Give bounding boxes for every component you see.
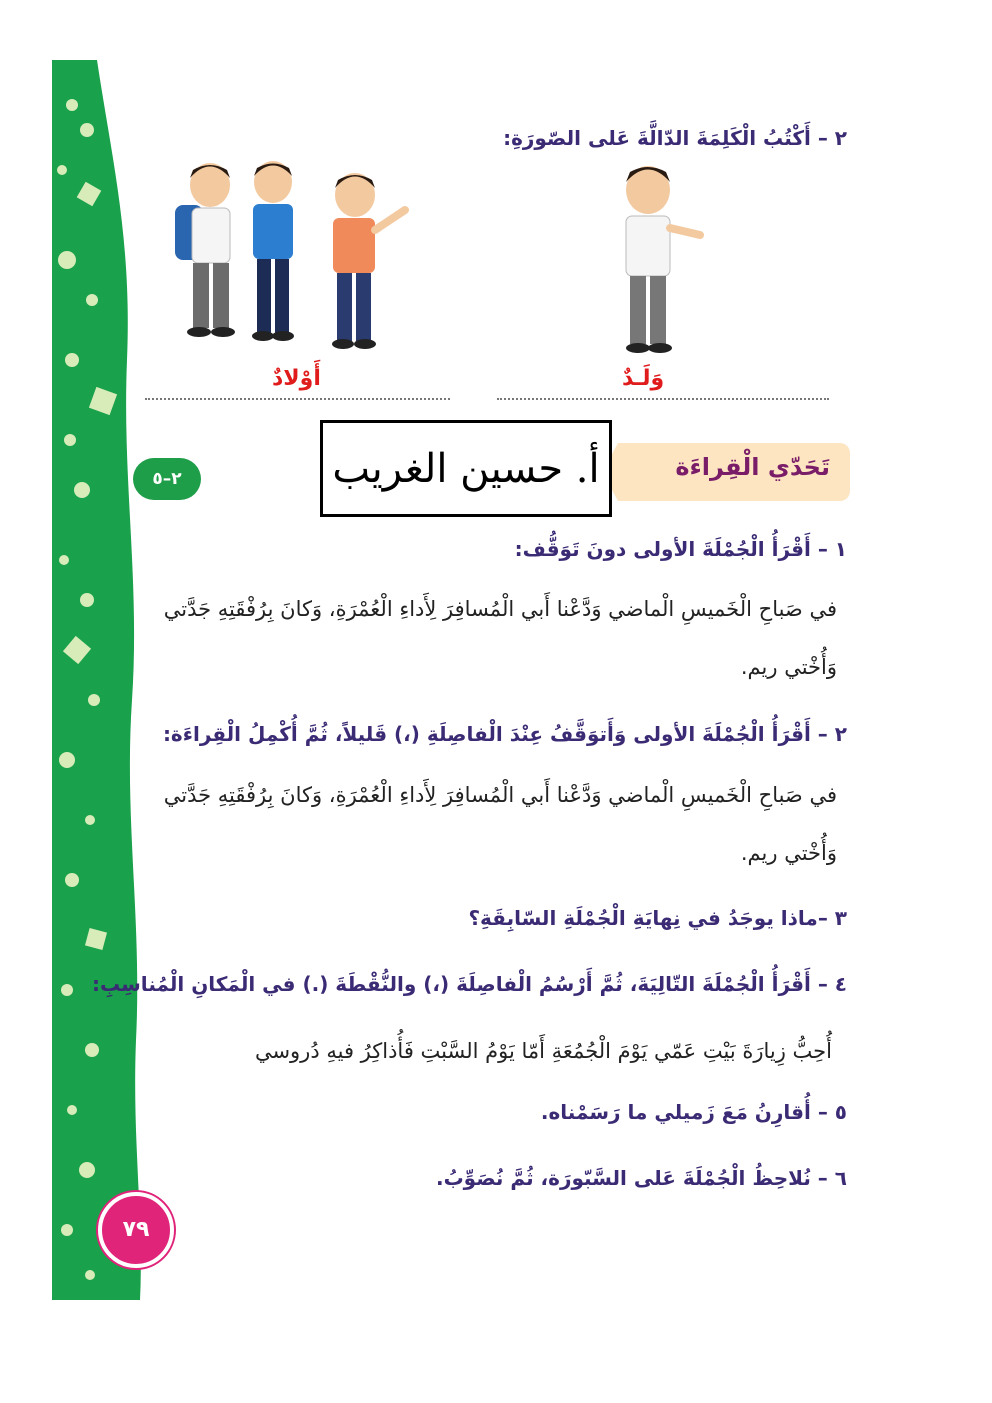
answer-line-plural[interactable] <box>145 398 450 400</box>
answer-word-singular: وَلَـدٌ <box>622 366 665 391</box>
boys-illustration <box>165 160 425 360</box>
boy-illustration <box>600 160 720 360</box>
author-name: أ. حسين الغريب <box>332 445 600 492</box>
passage-1 <box>135 580 837 696</box>
answer-word-plural: أَوْلادٌ <box>272 366 321 391</box>
question-4: ٤ – أَقْرَأُ الْجُمْلَةَ التّالِيَةَ، ثُمَّ أَرْسُمُ الْفاصِلَةَ (،) والنُّقْطَةَ (.) في الْمَكانِ الْمُناسِبِ: <box>91 972 847 996</box>
passage-1-line-1: في صَباحِ الْخَميسِ الْماضي وَدَّعْنا أَبي الْمُسافِرَ لِأَداءِ الْعُمْرَةِ، وَكانَ بِرُفْقَتِهِ جَدَّتي <box>163 597 837 621</box>
author-name-box <box>320 420 612 517</box>
section-title: تَحَدّي الْقِراءَة <box>675 453 830 481</box>
passage-2-line-2: وَأُخْتي ريم. <box>740 841 837 865</box>
question-2-write-word: ٢ – أَكْتُبُ الْكَلِمَةَ الدّالَّةَ عَلى الصّورَةِ: <box>503 126 847 150</box>
question-3: ٣ –ماذا يوجَدُ في نِهايَةِ الْجُمْلَةِ السّابِقَةِ؟ <box>468 906 847 930</box>
question-5: ٥ – أُقارِنُ مَعَ زَميلي ما رَسَمْناه. <box>540 1100 847 1124</box>
answer-line-singular[interactable] <box>497 398 829 400</box>
section-badge: ٢–٥ <box>133 458 201 500</box>
passage-2-line-1: في صَباحِ الْخَميسِ الْماضي وَدَّعْنا أَبي الْمُسافِرَ لِأَداءِ الْعُمْرَةِ، وَكانَ بِرُفْقَتِهِ جَدَّتي <box>163 783 837 807</box>
page-number: ٧٩ <box>98 1192 174 1268</box>
question-1: ١ – أَقْرَأُ الْجُمْلَةَ الأولى دونَ تَوَقُّف: <box>514 537 847 561</box>
passage-2 <box>135 766 837 882</box>
section-header <box>618 443 850 501</box>
passage-1-line-2: وَأُخْتي ريم. <box>740 655 837 679</box>
question-2: ٢ – أَقْرَأُ الْجُمْلَةَ الأولى وَأَتوَقَّفُ عِنْدَ الْفاصِلَةِ (،) قَليلاً، ثُمَّ أُكْمِلُ الْقِراءَة: <box>162 722 847 746</box>
question-6: ٦ – نُلاحِظُ الْجُمْلَةَ عَلى السَّبّورَة، ثُمَّ نُصَوِّبُ. <box>435 1166 847 1190</box>
question-4-sentence: أُحِبُّ زِيارَةَ بَيْتِ عَمّي يَوْمَ الْجُمُعَةِ أَمّا يَوْمُ السَّبْتِ فَأُذاكِرُ فيهِ دُروسي <box>254 1039 832 1063</box>
